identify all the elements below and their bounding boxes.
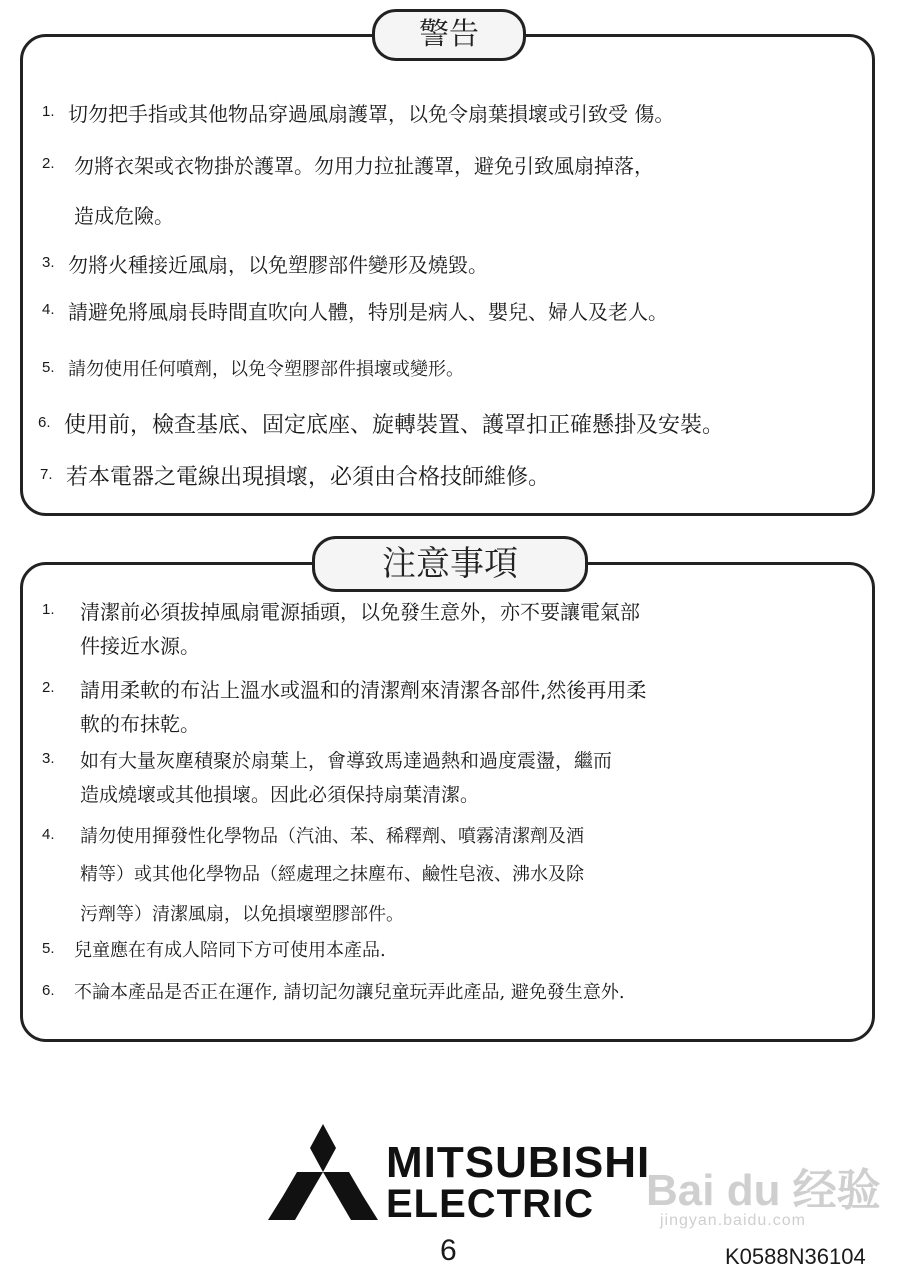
item-text: 件接近水源。 <box>80 634 200 658</box>
item-text: 污劑等）清潔風扇，以免損壞塑膠部件。 <box>80 904 404 925</box>
item-text: 請用柔軟的布沾上溫水或溫和的清潔劑來清潔各部件,然後再用柔 <box>80 678 647 702</box>
model-code: K0588N36104 <box>725 1244 866 1269</box>
brand-name: MITSUBISHI <box>386 1138 651 1187</box>
item-text: 使用前，檢查基底、固定底座、旋轉裝置、護罩扣正確懸掛及安裝。 <box>64 413 725 438</box>
item-text: 切勿把手指或其他物品穿過風扇護罩，以免令扇葉損壞或引致受 傷。 <box>68 102 675 126</box>
item-text: 造成燒壞或其他損壞。因此必須保持扇葉清潔。 <box>80 784 480 806</box>
item-number: 1. <box>42 601 55 618</box>
caution-title: 注意事項 <box>312 536 588 592</box>
warning-title: 警告 <box>372 9 526 61</box>
item-number: 3. <box>42 254 55 271</box>
watermark-logo: Bai du 经验 <box>646 1166 881 1215</box>
item-number: 4. <box>42 826 55 843</box>
item-number: 6. <box>38 414 51 431</box>
item-number: 1. <box>42 103 55 120</box>
item-text: 清潔前必須拔掉風扇電源插頭，以免發生意外，亦不要讓電氣部 <box>80 600 640 624</box>
item-text: 請避免將風扇長時間直吹向人體，特別是病人、嬰兒、婦人及老人。 <box>68 300 668 324</box>
item-number: 7. <box>40 466 53 483</box>
item-number: 3. <box>42 750 55 767</box>
item-text: 請勿使用任何噴劑，以免令塑膠部件損壞或變形。 <box>68 359 464 380</box>
mitsubishi-logo-icon <box>268 1124 378 1220</box>
item-text: 若本電器之電線出現損壞，必須由合格技師維修。 <box>66 465 551 490</box>
brand-subname: ELECTRIC <box>386 1182 594 1226</box>
item-text: 請勿使用揮發性化學物品（汽油、苯、稀釋劑、噴霧清潔劑及酒 <box>80 826 584 847</box>
item-text: 精等）或其他化學物品（經處理之抹塵布、鹼性皂液、沸水及除 <box>80 864 584 885</box>
item-text: 勿將衣架或衣物掛於護罩。勿用力拉扯護罩，避免引致風扇掉落， <box>74 154 654 178</box>
item-text: 造成危險。 <box>74 204 174 228</box>
item-text: 如有大量灰塵積聚於扇葉上，會導致馬達過熱和過度震盪，繼而 <box>80 750 613 772</box>
item-number: 2. <box>42 155 55 172</box>
item-number: 6. <box>42 982 55 999</box>
item-number: 2. <box>42 679 55 696</box>
watermark-url: jingyan.baidu.com <box>660 1212 806 1229</box>
item-text: 兒童應在有成人陪同下方可使用本產品. <box>74 940 386 961</box>
item-text: 軟的布抹乾。 <box>80 712 200 736</box>
page-number: 6 <box>440 1234 457 1267</box>
item-text: 勿將火種接近風扇，以免塑膠部件變形及燒毀。 <box>68 253 488 277</box>
item-number: 5. <box>42 940 55 957</box>
item-number: 4. <box>42 301 55 318</box>
item-number: 5. <box>42 359 55 376</box>
item-text: 不論本產品是否正在運作, 請切記勿讓兒童玩弄此產品, 避免發生意外. <box>74 982 625 1003</box>
